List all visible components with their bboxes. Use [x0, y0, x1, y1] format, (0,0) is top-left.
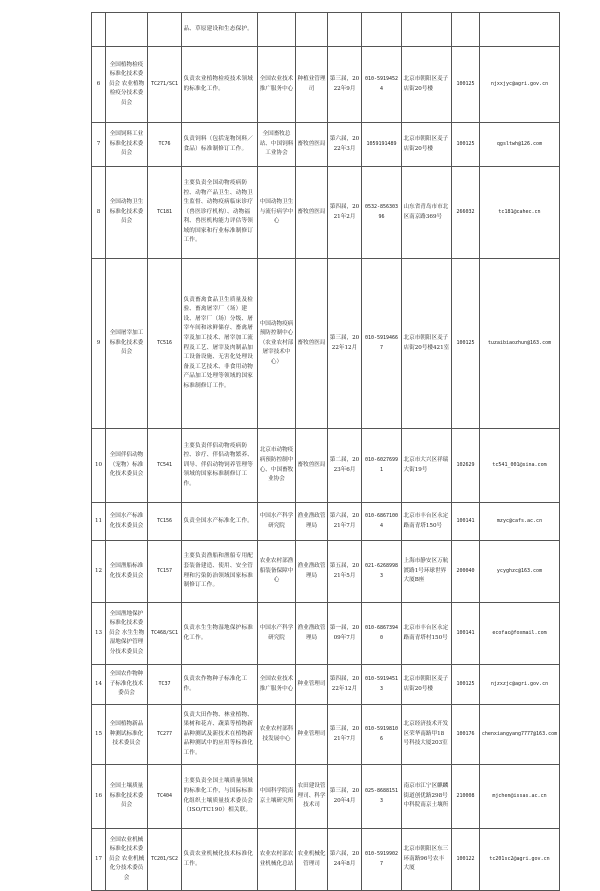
cell-resp: 主要负责渔船和渔船专用配套装备建造、使用、安全管理和污染防治领域国家标准制修订工作。 — [182, 541, 258, 603]
cell-code: TC181 — [148, 167, 182, 259]
cell-phone: 010-59194524 — [362, 47, 402, 123]
cell-term: 第六届，2024年8月 — [328, 829, 362, 891]
cell-resp: 负责饲料（包括宠物饲料／食品）标准制修订工作。 — [182, 123, 258, 167]
cell-dept: 农业机械化管理司 — [296, 829, 328, 891]
cell-dept: 渔业渔政管理局 — [296, 603, 328, 665]
cell-addr: 上海市静安区万航渡路1号环球世界大厦B座 — [402, 541, 452, 603]
cell-sec: 中国水产科学研究院 — [258, 503, 296, 541]
cell-code: TC468/SC1 — [148, 603, 182, 665]
cell-no — [92, 13, 106, 47]
table-row — [92, 765, 560, 829]
cell-name: 全国渔地保护标准化技术委员会 水生生物湿地保护管理分技术委员会 — [106, 603, 148, 665]
cell-sec: 中国动物疫病预防控制中心（农业农村部屠宰技术中心） — [258, 259, 296, 429]
cell-no: 11 — [92, 503, 106, 541]
cell-name: 全国农业机械标准化技术委员会 农业机械化分技术委员会 — [106, 829, 148, 891]
cell-sec: 农业农村部渔船装备保障中心 — [258, 541, 296, 603]
cell-email — [480, 13, 560, 47]
cell-zip: 100176 — [452, 705, 480, 765]
cell-email: mjchen@issas.ac.cn — [480, 765, 560, 829]
cell-code: TC516 — [148, 259, 182, 429]
cell-zip: 100125 — [452, 47, 480, 123]
cell-sec: 北京市动物疫病预防控制中心、中国畜牧业协会 — [258, 429, 296, 503]
cell-addr: 北京市丰台区永定路南青塔村150号 — [402, 603, 452, 665]
cell-sec: 中国水产科学研究院 — [258, 603, 296, 665]
cell-no: 15 — [92, 705, 106, 765]
cell-dept: 种业管理司 — [296, 705, 328, 765]
cell-term: 第三届，2020年4月 — [328, 765, 362, 829]
committee-table — [91, 12, 560, 891]
cell-dept: 种业管理司 — [296, 665, 328, 705]
cell-email: ycyghzc@163.com — [480, 541, 560, 603]
cell-dept: 畜牧兽医局 — [296, 167, 328, 259]
cell-name: 全国土壤质量标准化技术委员会 — [106, 765, 148, 829]
cell-zip — [452, 13, 480, 47]
cell-phone: 025-86881513 — [362, 765, 402, 829]
table-row — [92, 603, 560, 665]
cell-resp: 负责农业机械化技术标准化工作。 — [182, 829, 258, 891]
cell-no: 16 — [92, 765, 106, 829]
cell-email: chenxiangyang7777@163.com — [480, 705, 560, 765]
cell-phone: 010-68671004 — [362, 503, 402, 541]
cell-sec: 农业农村部科技发展中心 — [258, 705, 296, 765]
cell-no: 13 — [92, 603, 106, 665]
cell-dept: 农田建设管理司、科学技术司 — [296, 765, 328, 829]
cell-code: TC157 — [148, 541, 182, 603]
cell-phone: 010-59198106 — [362, 705, 402, 765]
table-row — [92, 503, 560, 541]
cell-email: njzxzjc@agri.gov.cn — [480, 665, 560, 705]
cell-phone: 010-59194513 — [362, 665, 402, 705]
cell-term — [328, 13, 362, 47]
cell-no: 17 — [92, 829, 106, 891]
cell-email: tc541_001@sina.com — [480, 429, 560, 503]
cell-no: 14 — [92, 665, 106, 705]
cell-email: tc201sc2@agri.gov.cn — [480, 829, 560, 891]
cell-code: TC201/SC2 — [148, 829, 182, 891]
cell-term: 第三届，2022年12月 — [328, 259, 362, 429]
cell-term: 第二届，2023年6月 — [328, 429, 362, 503]
cell-resp: 负责水生生物湿地保护标准化工作。 — [182, 603, 258, 665]
cell-email: tuzaibiaozhun@163.com — [480, 259, 560, 429]
cell-addr: 北京市朝阳区麦子店街20号楼 — [402, 47, 452, 123]
cell-zip: 266032 — [452, 167, 480, 259]
cell-code — [148, 13, 182, 47]
cell-phone: 021-62689983 — [362, 541, 402, 603]
cell-name: 全国饲料工业标准化技术委员会 — [106, 123, 148, 167]
cell-name: 全国屠宰加工标准化技术委员会 — [106, 259, 148, 429]
table-row — [92, 123, 560, 167]
table-row — [92, 167, 560, 259]
cell-no: 12 — [92, 541, 106, 603]
cell-sec: 农业农村部农业机械化总站 — [258, 829, 296, 891]
table-row — [92, 829, 560, 891]
cell-resp: 负责农作物种子标准化工作。 — [182, 665, 258, 705]
cell-name: 全国动物卫生标准化技术委员会 — [106, 167, 148, 259]
cell-resp: 主要负责伴侣动物疫病防控、诊疗、伴侣动物繁养、训导、伴侣动物饲养管理等领域的国家标准制修订工作。 — [182, 429, 258, 503]
cell-zip: 100125 — [452, 259, 480, 429]
cell-no: 8 — [92, 167, 106, 259]
table-row — [92, 541, 560, 603]
cell-zip: 100125 — [452, 123, 480, 167]
cell-email: mzyc@cafs.ac.cn — [480, 503, 560, 541]
cell-term: 第三届，2022年9月 — [328, 47, 362, 123]
cell-zip: 210008 — [452, 765, 480, 829]
cell-addr: 北京市朝阳区麦子店街20号楼 — [402, 123, 452, 167]
cell-dept: 渔业渔政管理局 — [296, 503, 328, 541]
cell-resp: 负责农业植物检疫技术领域的标准化工作。 — [182, 47, 258, 123]
table-row — [92, 705, 560, 765]
cell-resp: 负责畜禽食品卫生质量及检验、畜禽屠宰厂（场）建设、屠宰厂（场）分级、屠宰车间和冰鲜储存、畜禽屠宰及加工技术、屠宰加工流程及工艺、屠宰及肉制品加工设备设施、无害化处理设备及工艺技术、非食用动物产品加工处理等领域的国家标准制修订工作。 — [182, 259, 258, 429]
cell-email: qgsltwh@126.com — [480, 123, 560, 167]
cell-addr: 南京市江宁区麒麟街道创优路298号 中科院南京土壤所 — [402, 765, 452, 829]
cell-dept: 畜牧兽医局 — [296, 123, 328, 167]
cell-name: 全国伴侣动物（宠物）标准化技术委员会 — [106, 429, 148, 503]
table-row — [92, 47, 560, 123]
cell-zip: 100141 — [452, 503, 480, 541]
cell-code: TC271/SC1 — [148, 47, 182, 123]
cell-term: 第四届，2022年12月 — [328, 665, 362, 705]
cell-zip: 100125 — [452, 665, 480, 705]
cell-code: TC76 — [148, 123, 182, 167]
cell-email: ecofac@foxmail.com — [480, 603, 560, 665]
cell-sec: 中国动物卫生与流行病学中心 — [258, 167, 296, 259]
cell-addr: 北京经济技术开发区荣华南路甲18号科技大厦203室 — [402, 705, 452, 765]
cell-code: TC277 — [148, 705, 182, 765]
cell-no: 9 — [92, 259, 106, 429]
table-row — [92, 13, 560, 47]
cell-addr: 北京市朝阳区麦子店街20号楼421室 — [402, 259, 452, 429]
cell-name: 全国水产标准化技术委员会 — [106, 503, 148, 541]
cell-name — [106, 13, 148, 47]
cell-term: 第三届，2021年7月 — [328, 705, 362, 765]
cell-name: 全国植物新品种测试标准化技术委员会 — [106, 705, 148, 765]
cell-no: 7 — [92, 123, 106, 167]
cell-term: 第四届，2021年2月 — [328, 167, 362, 259]
cell-dept: 种植业管理司 — [296, 47, 328, 123]
cell-addr: 山东省青岛市市北区南京路369号 — [402, 167, 452, 259]
cell-resp: 主要负责全国动物疫病防控、动物产品卫生、动物卫生监督、动物疫病临床诊疗（兽医诊疗机构）、动物福利、兽医机构能力评估等领域的国家和行业标准制修订工作。 — [182, 167, 258, 259]
cell-resp: 负责全国水产标准化工作。 — [182, 503, 258, 541]
cell-phone: 0532-85630396 — [362, 167, 402, 259]
cell-sec: 全国农业技术推广服务中心 — [258, 665, 296, 705]
cell-dept: 渔业渔政管理局 — [296, 541, 328, 603]
cell-phone — [362, 13, 402, 47]
cell-email: tc181@cahec.cn — [480, 167, 560, 259]
cell-sec: 全国农业技术推广服务中心 — [258, 47, 296, 123]
cell-resp: 品、草原建设和生态保护。 — [182, 13, 258, 47]
cell-sec — [258, 13, 296, 47]
cell-phone: 010-59199027 — [362, 829, 402, 891]
cell-name: 全国农作物种子标准化技术委员会 — [106, 665, 148, 705]
cell-code: TC156 — [148, 503, 182, 541]
cell-zip: 102629 — [452, 429, 480, 503]
cell-dept: 畜牧兽医局 — [296, 259, 328, 429]
cell-sec: 全国畜牧总站、中国饲料工业协会 — [258, 123, 296, 167]
cell-resp: 主要负责全国土壤质量领域的标准化工作，与国际标准化组织土壤质量技术委员会（ISO/TC190）相关联。 — [182, 765, 258, 829]
table-row — [92, 429, 560, 503]
cell-name: 全国渔船标准化技术委员会 — [106, 541, 148, 603]
cell-phone: 010-60276991 — [362, 429, 402, 503]
cell-term: 第一届，2009年7月 — [328, 603, 362, 665]
cell-zip: 200040 — [452, 541, 480, 603]
cell-email: njxxjyc@agri.gov.cn — [480, 47, 560, 123]
cell-zip: 100141 — [452, 603, 480, 665]
table-row — [92, 259, 560, 429]
cell-addr: 北京市朝阳区东三环南路96号农丰大厦 — [402, 829, 452, 891]
cell-addr — [402, 13, 452, 47]
cell-no: 10 — [92, 429, 106, 503]
cell-code: TC404 — [148, 765, 182, 829]
document-page — [91, 12, 559, 891]
cell-sec: 中国科学院南京土壤研究所 — [258, 765, 296, 829]
cell-dept: 畜牧兽医局 — [296, 429, 328, 503]
cell-dept — [296, 13, 328, 47]
cell-addr: 北京市大兴区祥瑞大街19号 — [402, 429, 452, 503]
cell-addr: 北京市丰台区永定路南青塔150号 — [402, 503, 452, 541]
cell-phone: 1059191489 — [362, 123, 402, 167]
cell-no: 6 — [92, 47, 106, 123]
cell-phone: 010-59194667 — [362, 259, 402, 429]
cell-resp: 负责大田作物、林业植物、果树和花卉、蔬菜等植物新品种测试及新技术在植物新品种测试中的应用等标准化工作。 — [182, 705, 258, 765]
cell-term: 第六届，2022年3月 — [328, 123, 362, 167]
cell-name: 全国植物检疫标准化技术委员会 农业植物检疫分技术委员会 — [106, 47, 148, 123]
cell-addr: 北京市朝阳区麦子店街20号楼 — [402, 665, 452, 705]
cell-code: TC541 — [148, 429, 182, 503]
cell-term: 第五届，2021年5月 — [328, 541, 362, 603]
cell-code: TC37 — [148, 665, 182, 705]
table-row — [92, 665, 560, 705]
cell-zip: 100122 — [452, 829, 480, 891]
cell-term: 第六届，2021年7月 — [328, 503, 362, 541]
cell-phone: 010-68673940 — [362, 603, 402, 665]
